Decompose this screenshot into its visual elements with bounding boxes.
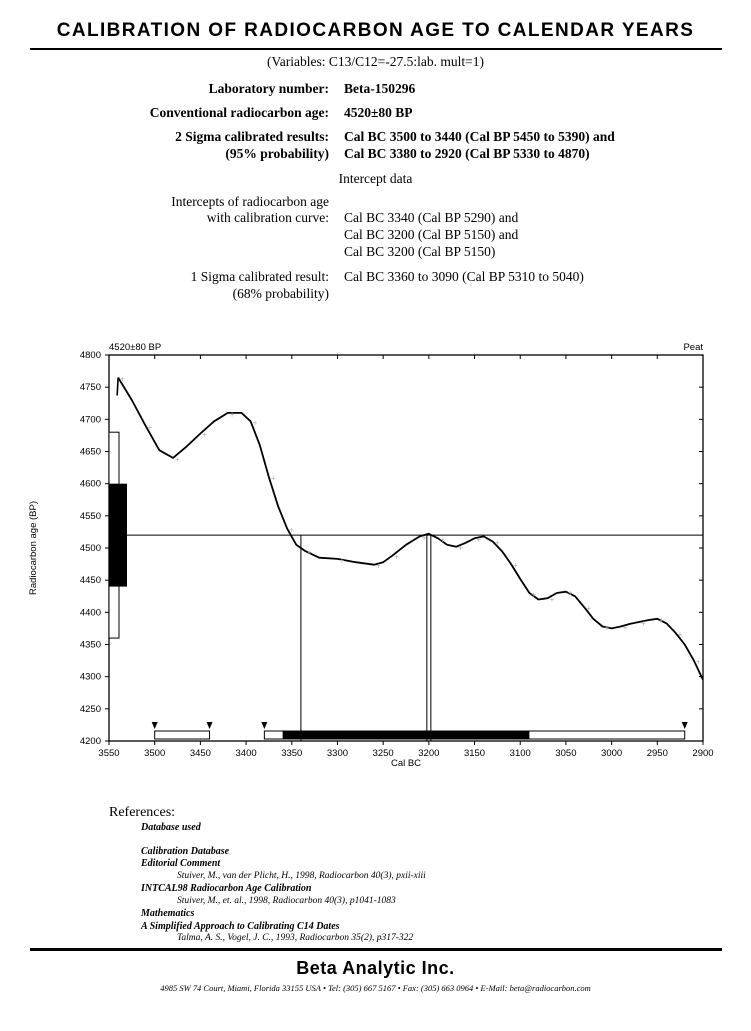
- y-tick-label: 4700: [79, 414, 101, 426]
- curve-datapoint-mark: +: [494, 538, 500, 548]
- calibration-curve: [118, 378, 703, 680]
- range-marker: [207, 722, 213, 729]
- x-tick-label: 2900: [692, 748, 714, 759]
- curve-datapoint-mark: +: [567, 588, 573, 598]
- ref-calibration-database: Calibration Database: [141, 846, 230, 857]
- x-axis-label: Cal BC: [390, 758, 422, 769]
- curve-start-tick: [117, 378, 118, 396]
- x-tick-label: 3100: [509, 748, 531, 759]
- lab-number-value: Beta-150296: [344, 81, 416, 96]
- x-tick-label: 3550: [98, 748, 120, 759]
- intercepts-label-2: with calibration curve:: [206, 210, 329, 225]
- variables-line: (Variables: C13/C12=-27.5:lab. mult=1): [267, 54, 484, 69]
- y-tick-label: 4550: [79, 510, 101, 522]
- ref-simplified-approach: A Simplified Approach to Calibrating C14 Dates: [141, 921, 340, 932]
- conventional-age-value: 4520±80 BP: [344, 105, 413, 120]
- y-tick-label: 4600: [79, 478, 101, 490]
- y-axis-label: Radiocarbon age (BP): [28, 501, 39, 595]
- x-tick-label: 3250: [372, 748, 394, 759]
- curve-datapoint-mark: +: [120, 374, 125, 384]
- y-tick-label: 4750: [79, 382, 101, 394]
- curve-datapoint-mark: +: [586, 604, 591, 614]
- range-marker: [152, 722, 158, 729]
- ref-database-used: Database used: [141, 822, 201, 833]
- ref-mathematics: Mathematics: [141, 908, 195, 919]
- two-sigma-probability: (95% probability): [225, 146, 329, 161]
- intercept-1: Cal BC 3340 (Cal BP 5290) and: [344, 210, 519, 225]
- ref-editorial-comment: Editorial Comment: [141, 858, 221, 869]
- one-sigma-label: 1 Sigma calibrated result:: [190, 269, 329, 284]
- one-sigma-result: Cal BC 3360 to 3090 (Cal BP 5310 to 5040): [344, 269, 584, 284]
- x-tick-label: 2950: [646, 748, 668, 759]
- range-marker: [261, 722, 267, 729]
- references-heading: References:: [109, 805, 176, 820]
- title-rule: [30, 48, 722, 50]
- curve-datapoint-mark: +: [202, 430, 208, 440]
- y-tick-label: 4650: [79, 446, 101, 458]
- x-tick-label: 3200: [418, 748, 440, 759]
- curve-datapoint-mark: +: [421, 533, 427, 543]
- curve-datapoint-mark: +: [252, 418, 258, 428]
- x-tick-label: 3050: [555, 748, 577, 759]
- lab-number-label: Laboratory number:: [208, 81, 329, 96]
- y-tick-label: 4250: [79, 703, 101, 715]
- y-tick-label: 4300: [79, 671, 101, 683]
- two-sigma-result-1: Cal BC 3500 to 3440 (Cal BP 5450 to 5390) and: [344, 129, 615, 144]
- intercepts-label: Intercepts of radiocarbon age: [171, 194, 329, 209]
- x-tick-label: 3400: [235, 748, 257, 759]
- curve-datapoint-mark: +: [695, 657, 701, 667]
- calibration-chart: [0, 335, 751, 775]
- intercept-3: Cal BC 3200 (Cal BP 5150): [344, 244, 496, 259]
- sigma2-range-bar: [155, 731, 210, 739]
- curve-datapoint-mark: +: [622, 623, 628, 633]
- y-tick-label: 4400: [79, 607, 101, 619]
- plot-frame: [109, 355, 703, 741]
- sigma1-age-bar: [109, 484, 127, 587]
- y-tick-label: 4800: [79, 350, 101, 361]
- x-tick-label: 3300: [326, 748, 349, 759]
- x-tick-label: 3350: [281, 748, 303, 759]
- ref-simplified-approach-citation: Talma, A. S., Vogel, J. C., 1993, Radiocarbon 35(2), p317-322: [177, 933, 414, 943]
- x-tick-label: 3150: [463, 748, 486, 759]
- curve-datapoint-mark: +: [476, 535, 482, 545]
- chart-title-left: 4520±80 BP: [109, 342, 162, 353]
- curve-datapoint-mark: +: [677, 629, 683, 639]
- two-sigma-result-2: Cal BC 3380 to 2920 (Cal BP 5330 to 4870): [344, 146, 590, 161]
- y-tick-label: 4350: [79, 639, 101, 651]
- x-tick-label: 3450: [189, 748, 211, 759]
- curve-datapoint-mark: +: [604, 623, 610, 633]
- curve-datapoint-mark: +: [270, 474, 276, 484]
- chart-title-right: Peat: [683, 342, 703, 353]
- curve-datapoint-mark: +: [307, 548, 313, 558]
- one-sigma-probability: (68% probability): [232, 286, 329, 301]
- curve-datapoint-mark: +: [229, 409, 235, 419]
- curve-datapoint-mark: +: [147, 422, 153, 432]
- curve-datapoint-mark: +: [394, 552, 399, 562]
- y-tick-label: 4500: [79, 543, 101, 554]
- x-tick-label: 3000: [601, 748, 623, 759]
- conventional-age-label: Conventional radiocarbon age:: [149, 105, 329, 120]
- y-tick-label: 4450: [79, 575, 101, 587]
- curve-datapoint-mark: +: [439, 535, 445, 545]
- ref-editorial-citation: Stuiver, M., van der Plicht, H., 1998, Radiocarbon 40(3), pxii-xiii: [177, 871, 426, 881]
- ref-intcal98: INTCAL98 Radiocarbon Age Calibration: [141, 883, 312, 894]
- curve-datapoint-mark: +: [376, 561, 381, 571]
- curve-datapoint-mark: +: [174, 454, 180, 464]
- curve-datapoint-mark: +: [458, 543, 463, 553]
- two-sigma-label: 2 Sigma calibrated results:: [175, 129, 329, 144]
- report-title: CALIBRATION OF RADIOCARBON AGE TO CALENDAR YEARS: [56, 20, 695, 41]
- curve-datapoint-mark: +: [339, 555, 345, 565]
- range-marker: [682, 722, 688, 729]
- sigma1-range-bar: [283, 731, 530, 739]
- curve-datapoint-mark: +: [641, 618, 646, 628]
- curve-datapoint-mark: +: [659, 615, 664, 625]
- curve-datapoint-mark: +: [549, 595, 555, 605]
- company-address: 4985 SW 74 Court, Miami, Florida 33155 USA • Tel: (305) 667 5167 • Fax: (305) 663 0964 • E-Mail: beta@radiocarbon.com: [160, 983, 591, 993]
- curve-datapoint-mark: +: [289, 525, 294, 535]
- curve-datapoint-mark: +: [531, 590, 537, 600]
- ref-intcal98-citation: Stuiver, M., et. al., 1998, Radiocarbon 40(3), p1041-1083: [177, 896, 396, 906]
- intercept-heading: Intercept data: [338, 171, 413, 186]
- company-name: Beta Analytic Inc.: [296, 958, 455, 978]
- curve-datapoint-mark: +: [513, 561, 518, 571]
- footer-rule: [30, 948, 722, 951]
- intercept-2: Cal BC 3200 (Cal BP 5150) and: [344, 227, 519, 242]
- y-tick-label: 4200: [79, 736, 101, 747]
- x-tick-label: 3500: [144, 748, 166, 759]
